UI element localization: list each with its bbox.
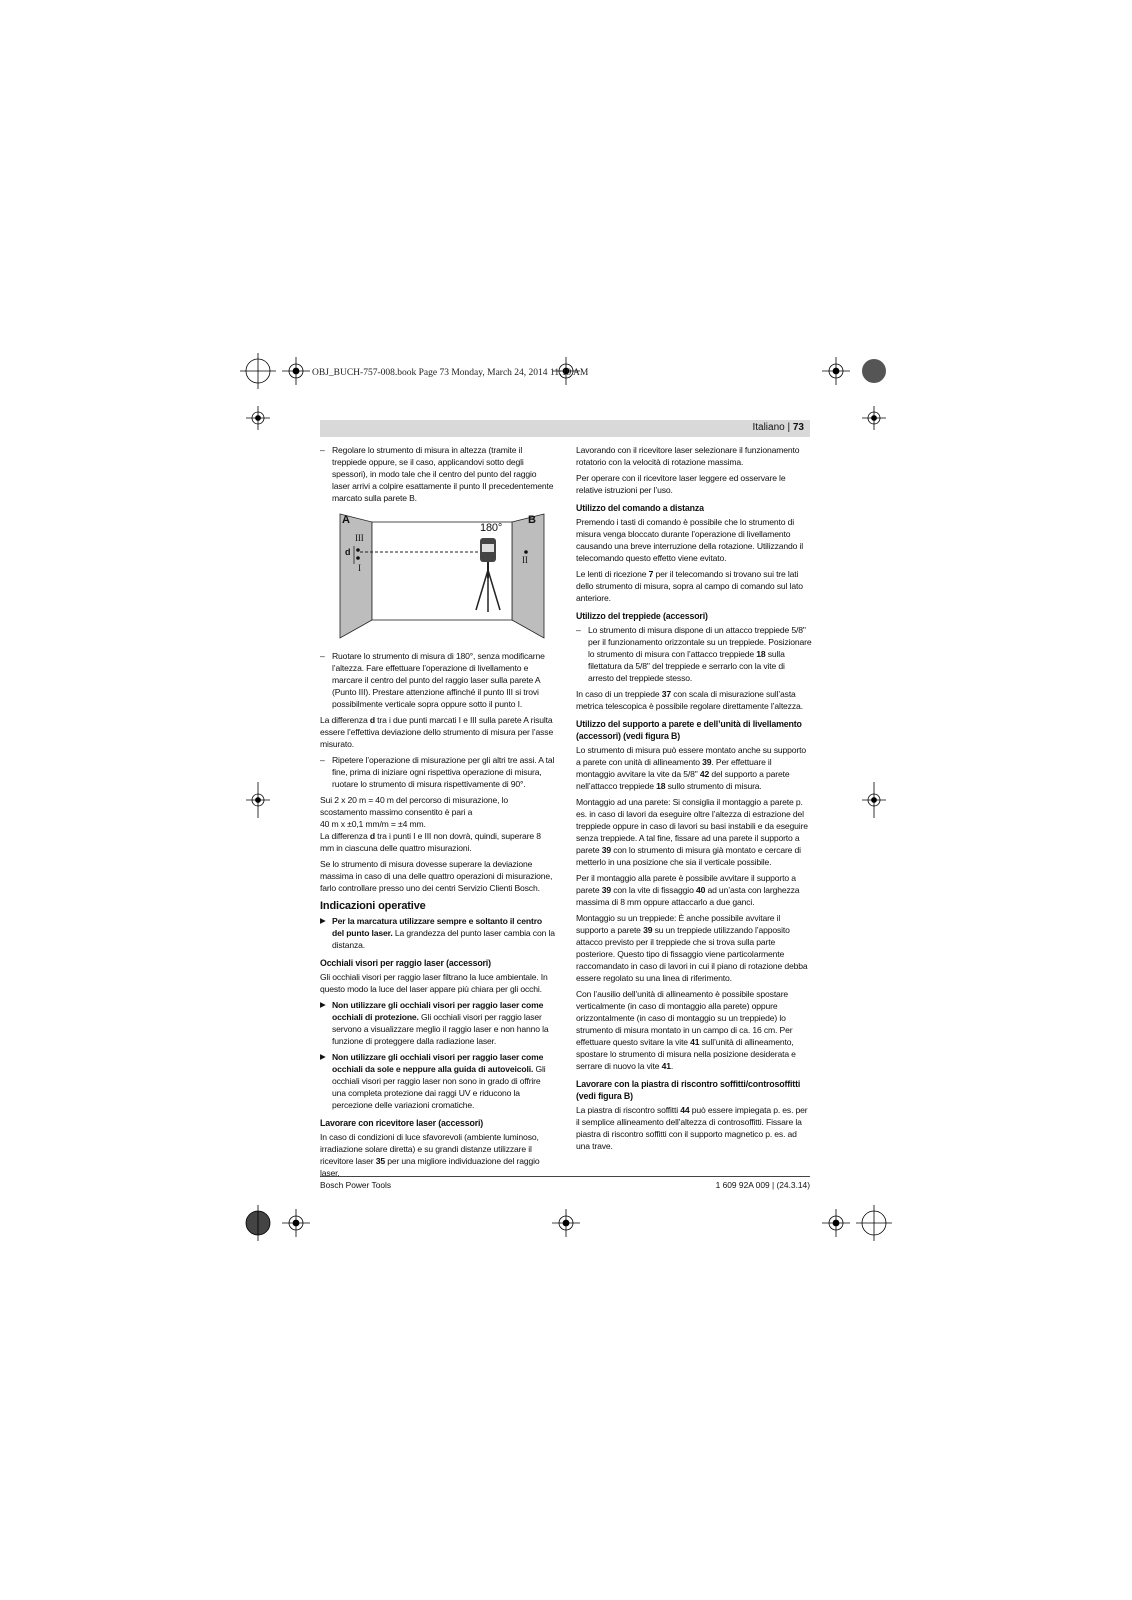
- reg-mark-left-upper: [246, 406, 270, 430]
- page-header: [752, 422, 804, 433]
- text-run: Lo strumento di misura dispone di un attacco treppiede 5/8" per il funzionamento orizzontale su un treppiede. Posizionare lo strumento di misura con l’attacco treppiede: [588, 625, 812, 659]
- text-run: La differenza: [320, 831, 370, 841]
- heading-glasses: Occhiali visori per raggio laser (accessori): [320, 958, 491, 968]
- wall-mount-tripod-text: [576, 912, 812, 984]
- alignment-unit-text: [576, 988, 812, 1072]
- reg-mark-right-upper: [862, 406, 886, 430]
- mark-ii-label: II: [522, 555, 528, 565]
- header-separator: |: [784, 422, 793, 433]
- text-run: Gli occhiali visori per raggio laser servono a visualizzare meglio il raggio laser e non hanno la funzione di proteggere dalla radiazione laser.: [332, 1012, 549, 1046]
- page-header-bar: [320, 420, 810, 437]
- text-run: può essere impiegata p. es. per il semplice allineamento dell’altezza di controsoffitti. Fissare la piastra di riscontro soffitti con il supporto magnetico p. es. ad una trave.: [576, 1105, 808, 1151]
- reg-mark-top-left: [240, 353, 276, 389]
- left-distance-text: Sui 2 x 20 m = 40 m del percorso di misurazione, lo scostamento massimo consentito è pari a: [320, 795, 508, 817]
- receiver-rotation-text: Lavorando con il ricevitore laser selezionare il funzionamento rotatorio con la velocità di rotazione massima.: [576, 445, 800, 467]
- text-run: tra i due punti marcati I e III sulla parete A risulta essere l’effettiva deviazione dello strumento di misura per l’asse misurato.: [320, 715, 554, 749]
- bold-run: 37: [661, 689, 672, 699]
- point-i-marker: [356, 556, 360, 560]
- bold-run: 39: [643, 925, 653, 935]
- text-run: La grandezza del punto laser cambia con la distanza.: [332, 928, 555, 950]
- mark-i-label: I: [358, 563, 361, 573]
- text-run: su un treppiede utilizzando l’apposito attacco previsto per il treppiede che si trova sulla parte posteriore. Questo tipo di fissaggio viene particolarmente raccomandato in caso di lavori in cui il piano di rotazione debba essere regolato su una linea di riferimento.: [576, 925, 808, 983]
- bold-run: d: [369, 715, 375, 725]
- color-target-top-right: [862, 359, 886, 383]
- bold-run: 39: [702, 757, 712, 767]
- text-run: .: [670, 1061, 674, 1071]
- bold-run: 40: [695, 885, 706, 895]
- heading-wall-mount: Utilizzo del supporto a parete e dell’unità di livellamento (accessori) (vedi figura B): [576, 719, 802, 741]
- mark-iii-label: III: [355, 533, 364, 543]
- left-step-repeat: – Ripetere l’operazione di misurazione per gli altri tre assi. A tal fine, prima di iniziare ogni rispettiva operazione di misura, ruotare lo strumento di misura rispettivamente di 90°.: [320, 754, 556, 790]
- bold-run: 18: [656, 781, 666, 791]
- text-run: sullo strumento di misura.: [665, 781, 762, 791]
- bold-run: 39: [601, 845, 611, 855]
- wall-mount-screw-text: [576, 872, 812, 908]
- text-run: sull’unità di allineamento, spostare lo strumento di misura nella posizione desiderata e serrare di nuovo la vite: [576, 1037, 796, 1071]
- reg-mark-bottom-left: [246, 1205, 270, 1241]
- ceiling-plate-text: [576, 1104, 812, 1152]
- bold-run: Non utilizzare gli occhiali visori per raggio laser come occhiali di protezione.: [332, 1000, 544, 1022]
- receiver-manual-text: Per operare con il ricevitore laser leggere ed osservare le relative istruzioni per l’uso.: [576, 473, 786, 495]
- left-step-rotate: – Ruotare lo strumento di misura di 180°, senza modificarne l’altezza. Fare effettuare l’operazione di livellamento e marcare il centro del punto del raggio laser sulla parete A (Punto III). Prestare attenzione affinché il punto III si trovi possibilmente verticale sopra oppure sotto il punto I.: [320, 650, 556, 710]
- text-run: Lo strumento di misura può essere montato anche su supporto a parete con unità di allineamento: [576, 745, 807, 767]
- reg-mark-bottom-center: [552, 1209, 580, 1237]
- tripod-step: [576, 624, 812, 684]
- reg-mark-bottom-left-2: [282, 1209, 310, 1237]
- angle-label: 180°: [480, 522, 503, 534]
- bold-run: 42: [699, 769, 710, 779]
- heading-tripod: Utilizzo del treppiede (accessori): [576, 611, 708, 621]
- bullet-not-sunglasses: [320, 1051, 556, 1111]
- left-service-text: Se lo strumento di misura dovesse superare la deviazione massima in caso di una delle quattro operazioni di misurazione, farlo controllare presso uno dei centri Servizio Clienti Bosch.: [320, 859, 553, 893]
- heading-receiver: Lavorare con ricevitore laser (accessori): [320, 1118, 484, 1128]
- wall-b: [512, 514, 544, 638]
- wall-mount-text: [576, 744, 812, 792]
- text-run: Con l’ausilio dell’unità di allineamento è possibile spostare verticalmente (in caso di montaggio alla parete) oppure orizzontalmente (in caso di montaggio su un treppiede) lo strumento di misura montato in un campo di ca. 16 cm. Per effettuare questo svitare la vite: [576, 989, 793, 1047]
- bold-run: 18: [756, 649, 766, 659]
- bold-run: 41: [661, 1061, 671, 1071]
- text-run: Montaggio ad una parete: Si consiglia il montaggio a parete p. es. in caso di lavori da eseguire oltre l’altezza di estrazione del treppiede oppure in caso di lavori su basi instabili e da eseguire senza treppiede. A tal fine, fissare ad una parete il supporto a parete: [576, 797, 808, 855]
- glasses-text: Gli occhiali visori per raggio laser filtrano la luce ambientale. In questo modo la luce del laser appare più chiara per gli occhi.: [320, 972, 548, 994]
- text-run: Le lenti di ricezione: [576, 569, 649, 579]
- remote-lenses-text: [576, 568, 812, 604]
- reg-mark-top-right: [822, 357, 850, 385]
- text-run: con lo strumento di misura già montato e cercare di metterlo in una posizione che sia il verticale possibile.: [576, 845, 801, 867]
- remote-text: Premendo i tasti di comando è possibile che lo strumento di misura venga bloccato durante l’operazione di livellamento causando una breve interruzione della rotazione. Utilizzando il telecomando questo effetto viene evitato.: [576, 517, 804, 563]
- text-run: con scala di misurazione sull’asta metrica telescopica è possibile regolare direttamente l’altezza.: [576, 689, 803, 711]
- reg-mark-right-middle: [862, 782, 886, 818]
- bold-run: Non utilizzare gli occhiali visori per raggio laser come occhiali da sole e neppure alla guida di autoveicoli.: [332, 1052, 544, 1074]
- bold-run: 44: [680, 1105, 690, 1115]
- reg-mark-left-middle: [246, 782, 270, 818]
- wall-b-label: B: [528, 514, 536, 526]
- right-column: [576, 444, 812, 1156]
- text-run: La piastra di riscontro soffitti: [576, 1105, 681, 1115]
- bold-run: 7: [648, 569, 654, 579]
- bold-run: 35: [375, 1156, 385, 1166]
- text-run: sulla filettatura da 5/8" del treppiede e serrarlo con la vite di arresto del treppiede stesso.: [588, 649, 785, 683]
- text-run: La differenza: [320, 715, 370, 725]
- text-run: per una migliore individuazione del raggio laser.: [320, 1156, 540, 1178]
- wall-mount-wall-text: [576, 796, 812, 868]
- back-wall: [372, 522, 512, 620]
- reg-mark-top-left-2: [282, 357, 310, 385]
- text-run: In caso di un treppiede: [576, 689, 662, 699]
- bullet-laser-center: [320, 915, 556, 951]
- bold-run: 39: [601, 885, 611, 895]
- header-language: Italiano: [752, 422, 785, 433]
- heading-operative: Indicazioni operative: [320, 900, 426, 912]
- point-iii-marker: [356, 548, 360, 552]
- text-run: ad un’asta con larghezza massima di 8 mm oppure attaccarlo a due ganci.: [576, 885, 800, 907]
- text-run: In caso di condizioni di luce sfavorevoli (ambiente luminoso, irradiazione solare diretta) e su grandi distanze utilizzare il ricevitore laser: [320, 1132, 539, 1166]
- left-difference-limit: [320, 830, 556, 854]
- footer-rule: [320, 1176, 810, 1177]
- heading-remote: Utilizzo del comando a distanza: [576, 503, 704, 513]
- text-run: tra i punti I e III non dovrà, quindi, superare 8 mm in ciascuna delle quattro misurazioni.: [320, 831, 541, 853]
- footer-publisher: Bosch Power Tools: [320, 1180, 392, 1190]
- left-column: [320, 444, 556, 1183]
- book-slug: OBJ_BUCH-757-008.book Page 73 Monday, March 24, 2014 11:19 AM: [312, 368, 589, 378]
- figure-container: [320, 508, 556, 650]
- heading-ceiling-plate: Lavorare con la piastra di riscontro soffitti/controsoffitti (vedi figura B): [576, 1079, 801, 1101]
- reg-mark-bottom-right: [822, 1209, 850, 1237]
- tripod-scale-text: [576, 688, 812, 712]
- text-run: Gli occhiali visori per raggio laser non sono in grado di offrire una completa protezione dai raggi UV e riducono la percezione delle variazioni cromatiche.: [332, 1064, 546, 1110]
- text-run: con la vite di fissaggio: [610, 885, 696, 895]
- page-number: 73: [792, 422, 804, 433]
- text-run: per il telecomando si trovano sui tre lati dello strumento di misura, sopra al campo di comando sul lato anteriore.: [576, 569, 803, 603]
- receiver-text: [320, 1131, 556, 1179]
- text-run: . Per effettuare il montaggio avvitare la vite da 5/8": [576, 757, 772, 779]
- bullet-not-protection: [320, 999, 556, 1047]
- text-run: Montaggio su un treppiede: È anche possibile avvitare il supporto a parete: [576, 913, 781, 935]
- wall-a-label: A: [342, 514, 350, 526]
- left-difference-text: [320, 714, 556, 750]
- left-step-adjust-height: – Regolare lo strumento di misura in altezza (tramite il treppiede oppure, se il caso, applicandovi sotto degli spessori), in modo tale che il centro del punto del raggio laser arrivi a colpire esattamente il punto II precedentemente marcato sulla parete B.: [320, 444, 556, 504]
- mark-d-label: d: [345, 547, 351, 557]
- reg-mark-bottom-right-2: [856, 1205, 892, 1241]
- text-run: del supporto a parete nell’attacco treppiede: [576, 769, 790, 791]
- text-run: Per il montaggio alla parete è possibile avvitare il supporto a parete: [576, 873, 796, 895]
- bold-run: d: [369, 831, 375, 841]
- bold-run: 41: [690, 1037, 700, 1047]
- bold-run: Per la marcatura utilizzare sempre e soltanto il centro del punto laser.: [332, 916, 543, 938]
- footer-doc-number: 1 609 92A 009 | (24.3.14): [715, 1180, 810, 1190]
- left-formula: 40 m x ±0,1 mm/m = ±4 mm.: [320, 819, 426, 829]
